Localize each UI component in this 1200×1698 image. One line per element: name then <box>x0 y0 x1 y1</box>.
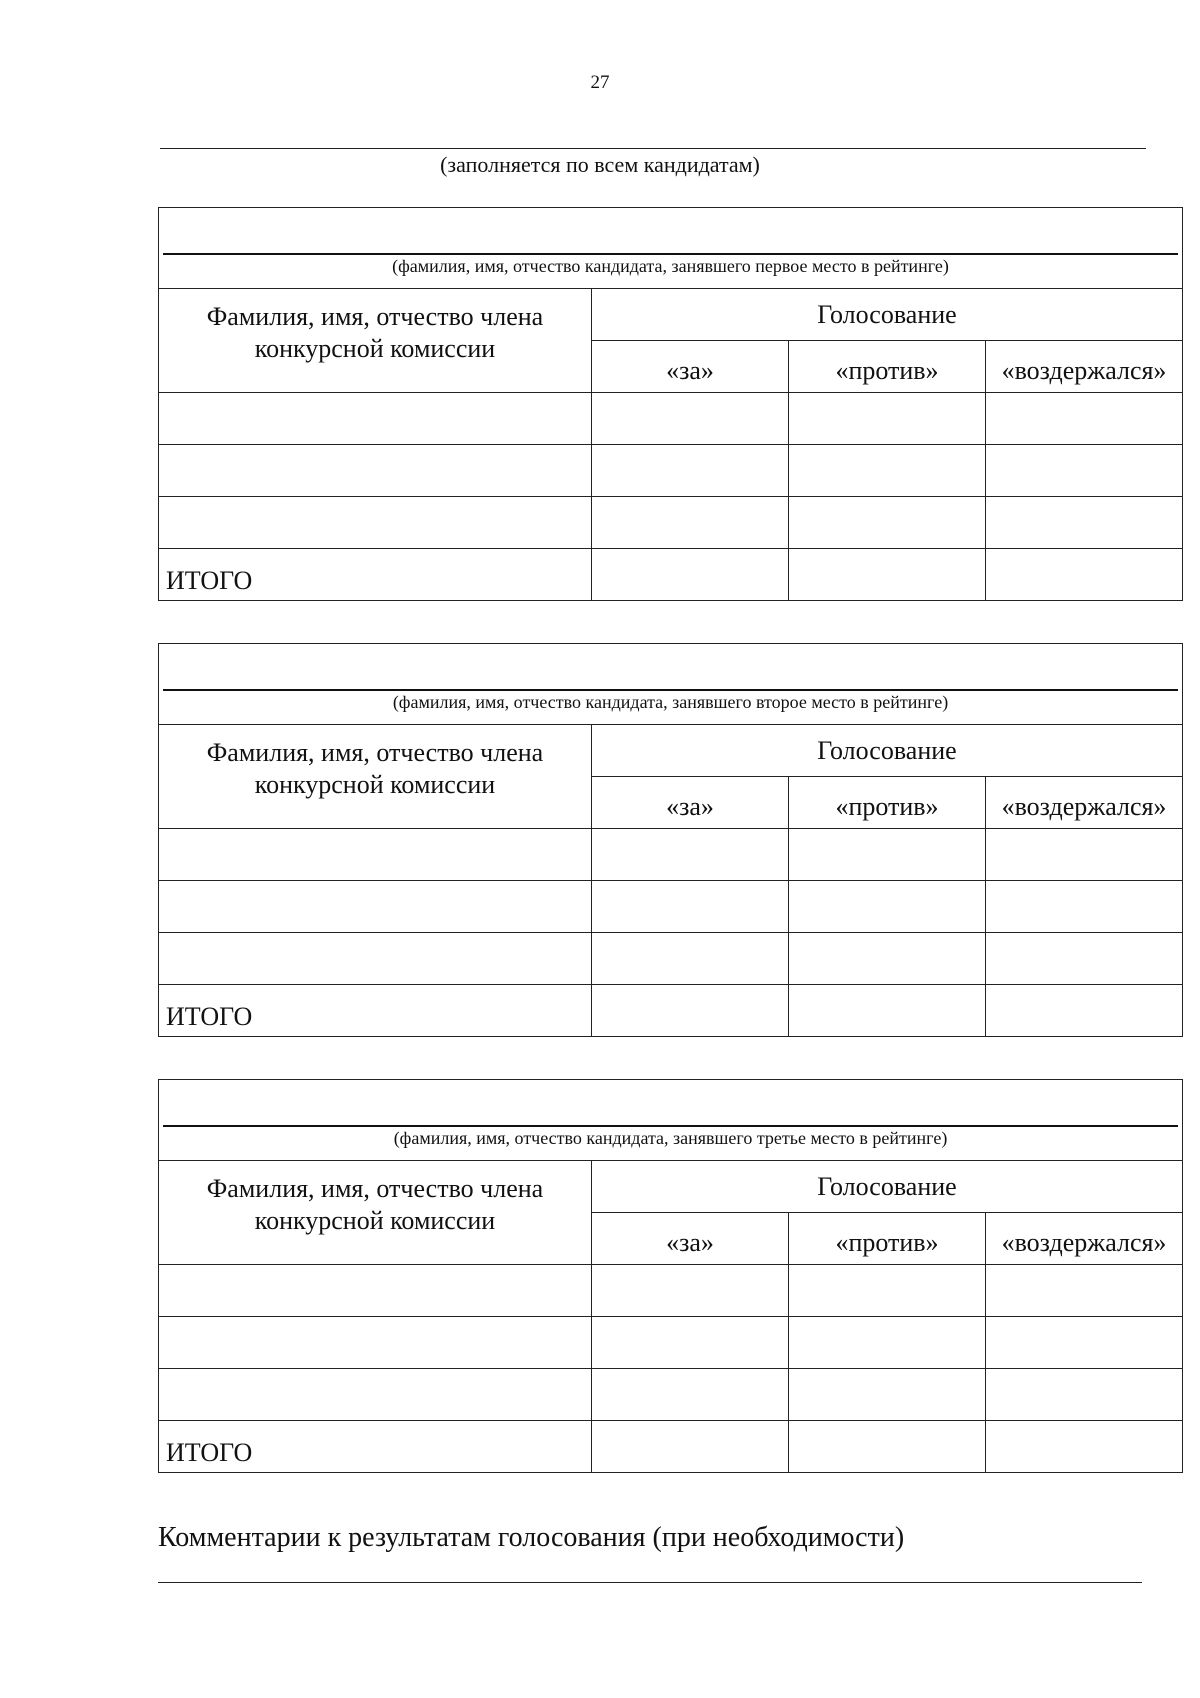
member-header: Фамилия, имя, отчество члена конкурсной комиссии <box>159 1161 592 1265</box>
abstain-cell[interactable] <box>986 933 1183 985</box>
member-name-cell[interactable] <box>159 497 592 549</box>
voting-header: Голосование <box>592 1161 1183 1213</box>
option-for: «за» <box>592 341 789 393</box>
for-cell[interactable] <box>592 393 789 445</box>
total-against-cell[interactable] <box>789 985 986 1037</box>
abstain-cell[interactable] <box>986 1265 1183 1317</box>
table-row <box>159 445 1183 497</box>
candidate-name-field[interactable] <box>159 644 1183 725</box>
total-against-cell[interactable] <box>789 1421 986 1473</box>
member-name-cell[interactable] <box>159 1317 592 1369</box>
table-row <box>159 881 1183 933</box>
candidate-caption: (фамилия, имя, отчество кандидата, занявшего второе место в рейтинге) <box>392 692 949 712</box>
total-for-cell[interactable] <box>592 549 789 601</box>
total-abstain-cell[interactable] <box>986 1421 1183 1473</box>
page-subtitle: (заполняется по всем кандидатам) <box>440 152 760 177</box>
member-header: Фамилия, имя, отчество члена конкурсной комиссии <box>159 725 592 829</box>
against-cell[interactable] <box>789 829 986 881</box>
against-cell[interactable] <box>789 497 986 549</box>
for-cell[interactable] <box>592 881 789 933</box>
abstain-cell[interactable] <box>986 881 1183 933</box>
abstain-cell[interactable] <box>986 1317 1183 1369</box>
total-abstain-cell[interactable] <box>986 985 1183 1037</box>
option-against: «против» <box>789 777 986 829</box>
member-header: Фамилия, имя, отчество члена конкурсной комиссии <box>159 289 592 393</box>
option-against: «против» <box>789 341 986 393</box>
total-against-cell[interactable] <box>789 549 986 601</box>
against-cell[interactable] <box>789 1317 986 1369</box>
total-label: ИТОГО <box>159 549 592 601</box>
for-cell[interactable] <box>592 1265 789 1317</box>
page-number: 27 <box>590 72 610 93</box>
total-label: ИТОГО <box>159 1421 592 1473</box>
member-name-cell[interactable] <box>159 1369 592 1421</box>
comment-line[interactable] <box>158 1582 1142 1583</box>
total-abstain-cell[interactable] <box>986 549 1183 601</box>
vote-table-second <box>158 643 1183 1037</box>
table-row <box>159 1317 1183 1369</box>
candidate-name-field[interactable] <box>159 208 1183 289</box>
option-abstain: «воздержался» <box>986 341 1183 393</box>
vote-table-third <box>158 1079 1183 1473</box>
for-cell[interactable] <box>592 933 789 985</box>
member-name-cell[interactable] <box>159 933 592 985</box>
for-cell[interactable] <box>592 497 789 549</box>
table-row <box>159 1369 1183 1421</box>
against-cell[interactable] <box>789 393 986 445</box>
comment-label: Комментарии к результатам голосования (при необходимости) <box>158 1522 905 1553</box>
for-cell[interactable] <box>592 829 789 881</box>
option-abstain: «воздержался» <box>986 777 1183 829</box>
total-row <box>159 985 1183 1037</box>
abstain-cell[interactable] <box>986 497 1183 549</box>
total-label: ИТОГО <box>159 985 592 1037</box>
candidate-name-field[interactable] <box>159 1080 1183 1161</box>
member-name-cell[interactable] <box>159 829 592 881</box>
table-row <box>159 933 1183 985</box>
candidate-name-line <box>163 253 1178 255</box>
total-row <box>159 1421 1183 1473</box>
total-for-cell[interactable] <box>592 1421 789 1473</box>
against-cell[interactable] <box>789 1265 986 1317</box>
table-row <box>159 829 1183 881</box>
candidate-name-line <box>163 689 1178 691</box>
voting-header: Голосование <box>592 725 1183 777</box>
member-name-cell[interactable] <box>159 393 592 445</box>
option-for: «за» <box>592 777 789 829</box>
abstain-cell[interactable] <box>986 445 1183 497</box>
option-against: «против» <box>789 1213 986 1265</box>
vote-table-first <box>158 207 1183 601</box>
abstain-cell[interactable] <box>986 393 1183 445</box>
table-row <box>159 497 1183 549</box>
against-cell[interactable] <box>789 445 986 497</box>
voting-header: Голосование <box>592 289 1183 341</box>
against-cell[interactable] <box>789 933 986 985</box>
total-for-cell[interactable] <box>592 985 789 1037</box>
candidate-caption: (фамилия, имя, отчество кандидата, занявшего третье место в рейтинге) <box>393 1128 948 1148</box>
total-row <box>159 549 1183 601</box>
member-name-cell[interactable] <box>159 445 592 497</box>
against-cell[interactable] <box>789 881 986 933</box>
table-row <box>159 1265 1183 1317</box>
for-cell[interactable] <box>592 1317 789 1369</box>
abstain-cell[interactable] <box>986 1369 1183 1421</box>
member-name-cell[interactable] <box>159 881 592 933</box>
option-for: «за» <box>592 1213 789 1265</box>
candidate-caption: (фамилия, имя, отчество кандидата, занявшего первое место в рейтинге) <box>392 256 949 276</box>
member-name-cell[interactable] <box>159 1265 592 1317</box>
against-cell[interactable] <box>789 1369 986 1421</box>
candidate-name-line <box>163 1125 1178 1127</box>
fill-line[interactable] <box>160 148 1146 149</box>
for-cell[interactable] <box>592 1369 789 1421</box>
for-cell[interactable] <box>592 445 789 497</box>
option-abstain: «воздержался» <box>986 1213 1183 1265</box>
abstain-cell[interactable] <box>986 829 1183 881</box>
table-row <box>159 393 1183 445</box>
